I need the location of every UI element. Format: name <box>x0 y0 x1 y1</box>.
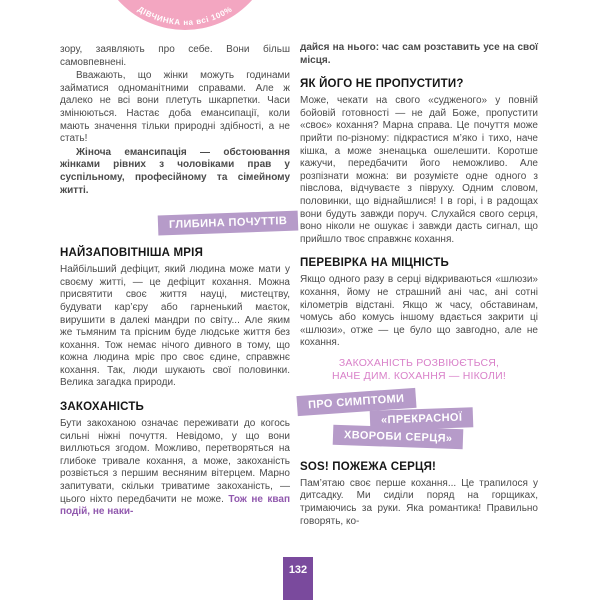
paragraph-infatuation <box>60 418 290 519</box>
section-banner-symptoms-1: ПРО СИМПТОМИ <box>296 388 416 416</box>
heading-how-not-to-miss-it: ЯК ЙОГО НЕ ПРОПУСТИТИ? <box>300 78 464 91</box>
page-number: 132 <box>288 564 308 576</box>
section-banner-symptoms-3: ХВОРОБИ СЕРЦЯ» <box>333 425 464 450</box>
paragraph-how-not-to-miss: Може, чекати на свого «судженого» у повній бойовій готовності — не дай Боже, пропустити «своє» кохання? Марна справа. Це почуття може прийти по-різному: підкрастися м’яко і тихо, наче кішка, а може зненацька ошелешити. Коротше кажучи, передбачити його неможливо. Але розпізнати можна: ви розумієте одне одного з півслова, відчуваєте з півруху. Одним словом, половинки, що віднайшлися! І в горі, і в радощах вони будуть завжди поруч. Слухайся свого серця, воно ніколи не ошукає і завжди дасть сигнал, що прийшло твоє справжнє кохання. <box>300 95 538 245</box>
pull-quote-line2: НАЧЕ ДИМ. КОХАННЯ — НІКОЛИ! <box>331 370 506 383</box>
badge-title: ДІВЧИНКА на всі 100% <box>136 4 234 27</box>
paragraph-infatuation-continuation: дайся на нього: час сам розставить усе на свої місця. <box>300 42 538 66</box>
left-column <box>60 44 290 520</box>
paragraph-infatuation-bold: Тож не квап подій, не наки- <box>60 493 291 518</box>
pull-quote-line1: ЗАКОХАНІСТЬ РОЗВІЮЄТЬСЯ, <box>338 356 500 369</box>
heading-sos-heart-fire: SOS! ПОЖЕЖА СЕРЦЯ! <box>300 460 437 473</box>
heading-strength-test: ПЕРЕВІРКА НА МІЦНІСТЬ <box>300 257 449 270</box>
right-column <box>300 42 538 529</box>
page-number-tab <box>283 557 313 600</box>
paragraph-infatuation-text: Бути закоханою означає переживати до когось сильні ніжні почуття. Невідомо, у що вони виллються згодом. Можливо, перетворяться на глибоке тривале кохання, а може, закоханість розвіється з першим весняним вітерцем. Марно запитувати, скільки триватиме закоханість, — цього ніхто передбачити не може. <box>60 418 290 505</box>
paragraph-strength-test: Якщо одного разу в серці відкриваються «шлюзи» кохання, йому не страшний ані час, ані сотні кілометрів відстані. Якщо ж часу, обставинам, чомусь або комусь іншому вдається закрити ці «шлюзи», отже — це було що завгодно, але не кохання. <box>300 274 538 349</box>
paragraph-emancipation-definition: Жіноча емансипація — обстоювання жінками рівних з чоловіками прав у суспільному, професійному та сімейному житті. <box>60 146 290 196</box>
badge-circle-icon <box>117 0 253 31</box>
section-banner-symptoms-wrap <box>300 392 538 450</box>
section-banner-depth-of-feelings: ГЛИБИНА ПОЧУТТІВ <box>157 211 298 236</box>
heading-dearest-dream: НАЙЗАПОВІТНІША МРІЯ <box>60 247 204 260</box>
paragraph-dream: Найбільший дефіцит, який людина може мати у своєму житті, — це дефіцит кохання. Можна присвятити своє життя науці, мистецтву, будувати кар’єру або гарненький маєток, вирушити в далекі мандри по світу... Але яким же тьмяним та прісним буде людське життя без кохання. Тож немає нічого дивного в тому, що кожна людина мріє про своє єдине, справжнє кохання. Так, люди шукають свої половинки. Велика загадка природи. <box>60 264 290 389</box>
paragraph-sos: Пам’ятаю своє перше кохання... Це трапилося у дитсадку. Ми сиділи поряд на горщиках, тримаючись за руки. Яка романтика! Правильно говорять, ко- <box>300 477 538 527</box>
series-badge <box>117 0 253 31</box>
section-banner-symptoms-2: «ПРЕКРАСНОЇ <box>370 407 474 431</box>
heading-infatuation: ЗАКОХАНІСТЬ <box>60 401 145 414</box>
paragraph-continuation: зору, заявляють про себе. Вони більш самовпевнені. <box>60 44 290 68</box>
pull-quote <box>300 357 538 384</box>
section-banner-wrap <box>60 213 298 233</box>
paragraph-emancipation: Вважають, що жінки можуть годинами займатися одноманітними справами. Але ж далеко не всі вони плетуть шкарпетки. Часи змінюються. Настає доба емансипації, коли мають значення тільки природні здібності, а не стать! <box>60 70 290 145</box>
